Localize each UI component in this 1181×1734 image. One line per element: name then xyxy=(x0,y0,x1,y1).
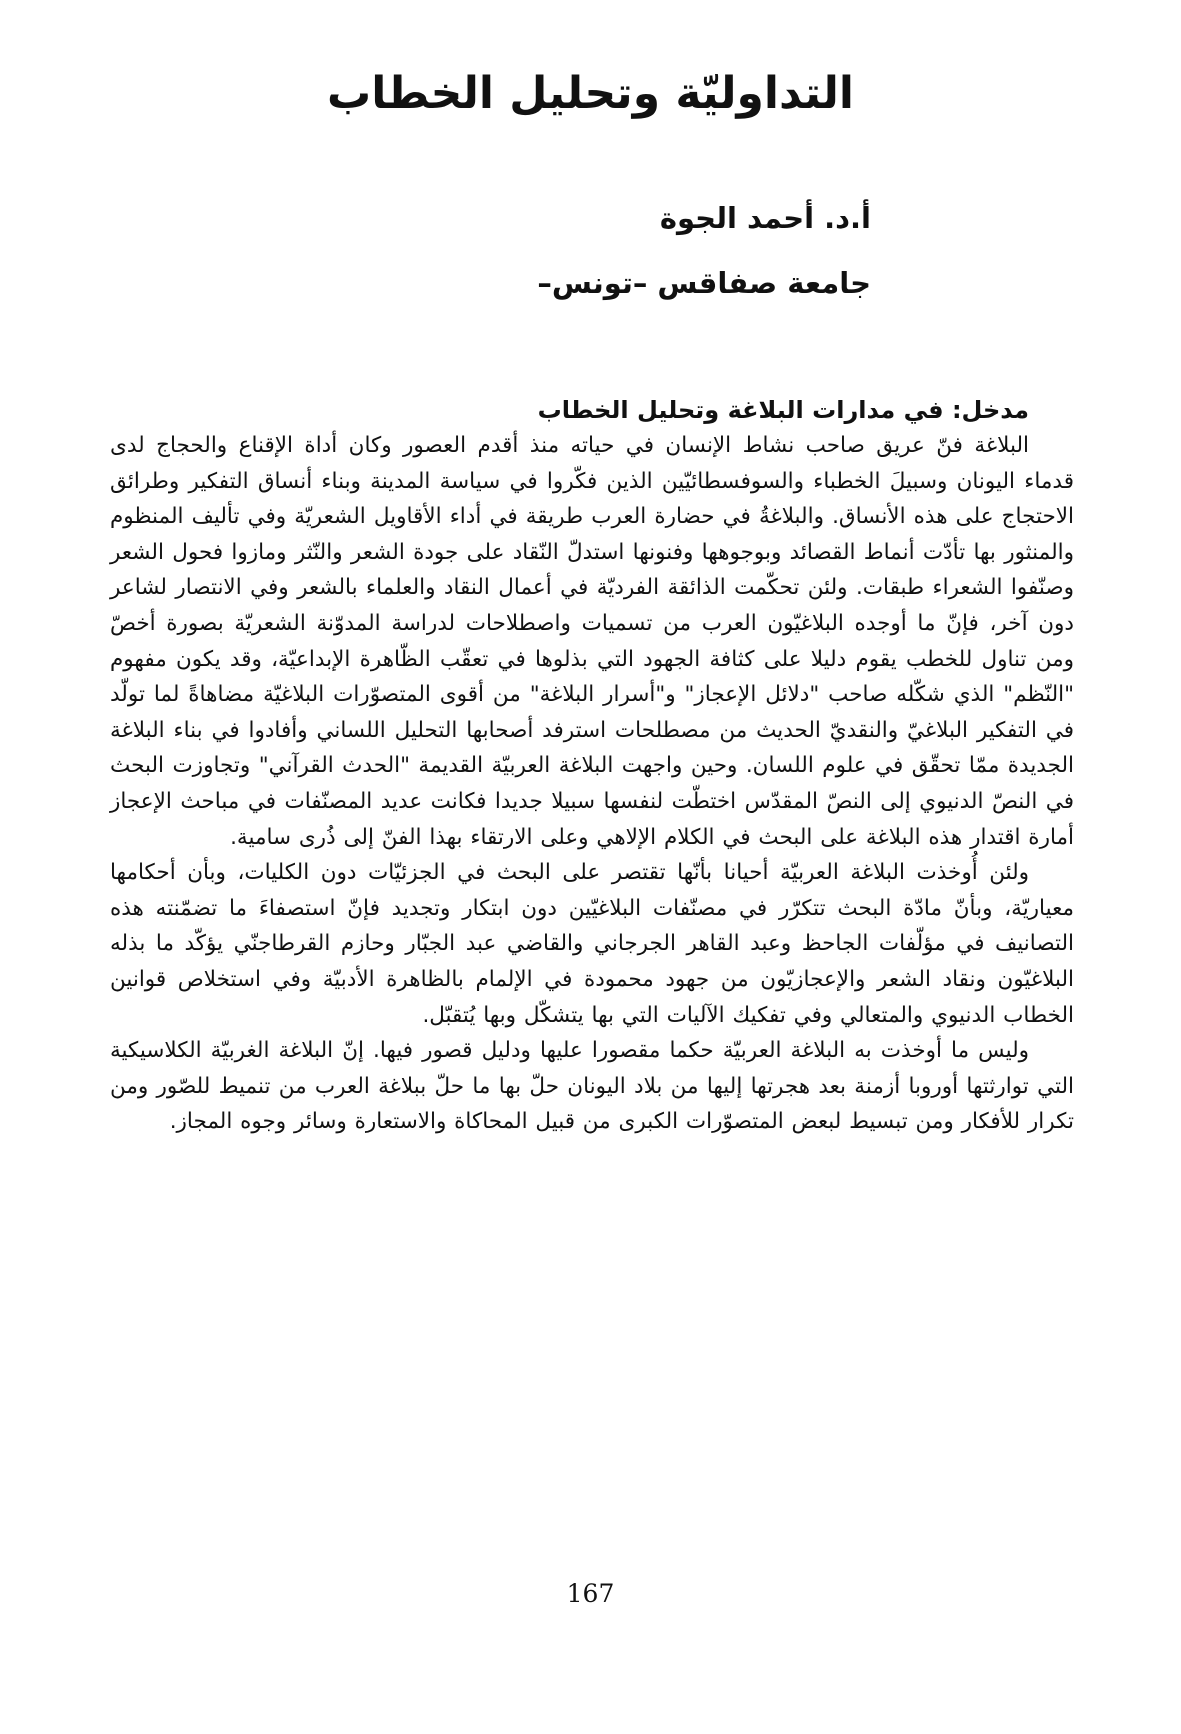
author-affiliation: جامعة صفاقس –تونس– xyxy=(537,266,871,300)
section-heading: مدخل: في مدارات البلاغة وتحليل الخطاب xyxy=(537,396,1029,424)
article-title: التداوليّة وتحليل الخطاب xyxy=(327,68,854,119)
body-paragraph-1: البلاغة فنّ عريق صاحب نشاط الإنسان في حياته منذ أقدم العصور وكان أداة الإقناع والحجاج لدى قدماء اليونان وسبيلَ الخطباء والسوفسطائيّين الذين فكّروا في سياسة المدينة وبناء أنساق التفكير وطرائق الاحتجاج على هذه الأنساق. والبلاغةُ في حضارة العرب طريقة في أداء الأقاويل الشعريّة وفي تأليف المنظوم والمنثور بها تأدّت أنماط القصائد وبوجوهها وفنونها استدلّ النّقاد على جودة الشعر والنّثر ومازوا فحول الشعر وصنّفوا الشعراء طبقات. ولئن تحكّمت الذائقة الفرديّة في أعمال النقاد والعلماء بالشعر وفي الانتصار لشاعر دون آخر، فإنّ ما أوجده البلاغيّون العرب من تسميات واصطلاحات لدراسة المدوّنة الشعريّة بصورة أخصّ ومن تناول للخطب يقوم دليلا على كثافة الجهود التي بذلوها في تعقّب الظّاهرة الإبداعيّة، وقد يكون مفهوم "النّظم" الذي شكّله صاحب "دلائل الإعجاز" و"أسرار البلاغة" من أقوى المتصوّرات البلاغيّة مضاهاةً لما تولّد في التفكير البلاغيّ والنقديّ الحديث من مصطلحات استرفد أصحابها التحليل اللساني وأفادوا في بناء البلاغة الجديدة ممّا تحقّق في علوم اللسان. وحين واجهت البلاغة العربيّة القديمة "الحدث القرآني" وتجاوزت البحث في النصّ الدنيوي إلى النصّ المقدّس اختطّت لنفسها سبيلا جديدا فكانت عديد المصنّفات في مباحث الإعجاز أمارة اقتدار هذه البلاغة على البحث في الكلام الإلاهي وعلى الارتقاء بهذا الفنّ إلى ذُرى سامية. xyxy=(110,433,1074,850)
page-number: 167 xyxy=(566,1579,615,1608)
body-paragraph-2: ولئن أُوخذت البلاغة العربيّة أحيانا بأنّها تقتصر على البحث في الجزئيّات دون الكليات، وبأن أحكامها معياريّة، وبأنّ مادّة البحث تتكرّر في مصنّفات البلاغيّين دون ابتكار وتجديد فإنّ استصفاءَ ما تضمّنته هذه التصانيف في مؤلّفات الجاحظ وعبد القاهر الجرجاني والقاضي عبد الجبّار وحازم القرطاجنّي يؤكّد ما بذله البلاغيّون ونقاد الشعر والإعجازيّون من جهود محمودة في الإلمام بالظاهرة الأدبيّة وفي استخلاص قوانين الخطاب الدنيوي والمتعالي وفي تفكيك الآليات التي بها يتشكّل وبها يُتقبّل. xyxy=(110,860,1074,1028)
article-body xyxy=(110,392,1074,1140)
body-paragraph-3: وليس ما أوخذت به البلاغة العربيّة حكما مقصورا عليها ودليل قصور فيها. إنّ البلاغة الغربيّة الكلاسيكية التي توارثتها أوروبا أزمنة بعد هجرتها إليها من بلاد اليونان حلّ بها ما حلّ ببلاغة العرب من تنميط للصّور ومن تكرار للأفكار ومن تبسيط لبعض المتصوّرات الكبرى من قبيل المحاكاة والاستعارة وسائر وجوه المجاز. xyxy=(110,1038,1074,1135)
author-name: أ.د. أحمد الجوة xyxy=(659,201,871,235)
